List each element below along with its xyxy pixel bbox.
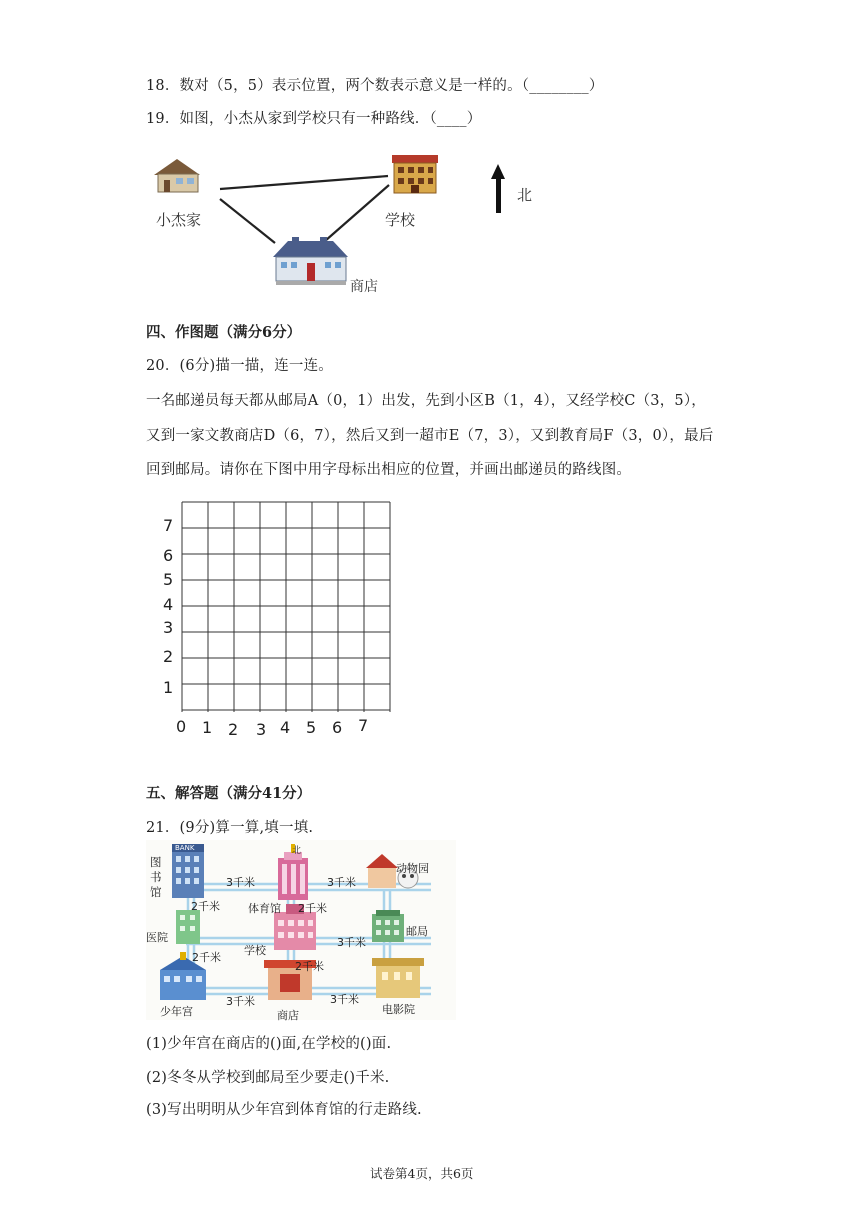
map-school-label: 学校 — [244, 944, 266, 957]
bank-sign: BANK — [175, 844, 195, 852]
question-20-title: 20．(6分)描一描，连一连。 — [146, 358, 333, 374]
map-dist-school-post: 3千米 — [337, 936, 366, 949]
grid-x-label: 5 — [306, 718, 317, 737]
label-north: 北 — [517, 186, 533, 204]
coordinate-grid — [181, 501, 393, 713]
bank-building-icon — [172, 844, 204, 898]
map-cinema-label: 电影院 — [382, 1003, 415, 1016]
map-youth-label: 少年宫 — [160, 1005, 193, 1018]
question-18: 18．数对（5，5）表示位置，两个数表示意义是一样的。（________） — [146, 78, 604, 94]
label-home: 小杰家 — [156, 211, 202, 229]
grid-y-label: 7 — [163, 516, 174, 535]
school-building-icon — [392, 155, 438, 193]
map-dist-shop-cinema: 3千米 — [330, 993, 359, 1006]
map-dist-hosp-youth: 2千米 — [192, 951, 221, 964]
hospital-building-icon — [176, 910, 200, 944]
question-21-part1: (1)少年宫在商店的()面,在学校的()面. — [146, 1036, 392, 1052]
question-21-part3: (3)写出明明从少年宫到体育馆的行走路线. — [146, 1102, 422, 1118]
grid-x-label: 7 — [358, 716, 369, 735]
grid-x-label: 1 — [202, 718, 213, 737]
grid-y-label: 5 — [163, 570, 174, 589]
map-dist-lib-stadium: 3千米 — [226, 876, 255, 889]
grid-y-label: 1 — [163, 678, 174, 697]
map-dist-lib-hosp: 2千米 — [191, 900, 220, 913]
grid-y-label: 2 — [163, 647, 174, 666]
map-dist-stadium-zoo: 3千米 — [327, 876, 356, 889]
grid-y-label: 3 — [163, 618, 174, 637]
question-21-part2: (2)冬冬从学校到邮局至少要走()千米. — [146, 1070, 390, 1086]
page-footer: 试卷第4页，共6页 — [370, 1166, 474, 1181]
section-5-title: 五、解答题（满分41分） — [146, 785, 312, 802]
map-dist-school-shop: 2千米 — [295, 960, 324, 973]
map-stadium-label: 体育馆 — [248, 902, 281, 915]
map-post-label: 邮局 — [406, 925, 428, 938]
grid-x-label: 2 — [228, 720, 239, 739]
home-building-icon — [154, 159, 200, 192]
grid-x-label: 0 — [176, 717, 187, 736]
map-hospital-label: 医院 — [146, 931, 168, 944]
map-dist-stadium-school: 2千米 — [298, 902, 327, 915]
label-shop: 商店 — [350, 279, 378, 295]
question-20-line2: 又到一家文教商店D（6，7），然后又到一超市E（7，3），又到教育局F（3，0），最后 — [146, 428, 714, 444]
section-4-title: 四、作图题（满分6分） — [146, 324, 302, 341]
grid-x-label: 4 — [280, 718, 291, 737]
route-shop-school — [325, 185, 389, 241]
question-20-line3: 回到邮局。请你在下图中用字母标出相应的位置，并画出邮递员的路线图。 — [146, 462, 632, 478]
route-home-school — [220, 176, 388, 189]
map-shop-label: 商店 — [277, 1009, 299, 1022]
label-school: 学校 — [385, 211, 416, 229]
cinema-building-icon — [372, 958, 424, 998]
grid-y-label: 6 — [163, 546, 174, 565]
post-office-building-icon — [372, 910, 404, 942]
question-21-title: 21．(9分)算一算,填一填. — [146, 820, 314, 836]
grid-x-label: 6 — [332, 718, 343, 737]
question-19: 19．如图，小杰从家到学校只有一种路线．（____） — [146, 111, 482, 127]
question-20-line1: 一名邮递员每天都从邮局A（0，1）出发，先到小区B（1，4），又经学校C（3，5）， — [146, 393, 706, 409]
map-zoo-label: 动物园 — [396, 862, 429, 875]
north-arrow-icon — [491, 164, 505, 213]
shop-building-icon — [273, 237, 348, 285]
grid-y-label: 4 — [163, 595, 174, 614]
map-dist-youth-shop: 3千米 — [226, 995, 255, 1008]
grid-x-label: 3 — [256, 720, 267, 739]
route-home-shop — [220, 199, 275, 243]
map-library-label: 图 书 馆 — [150, 855, 162, 899]
map-north-label: 北 — [292, 846, 302, 856]
